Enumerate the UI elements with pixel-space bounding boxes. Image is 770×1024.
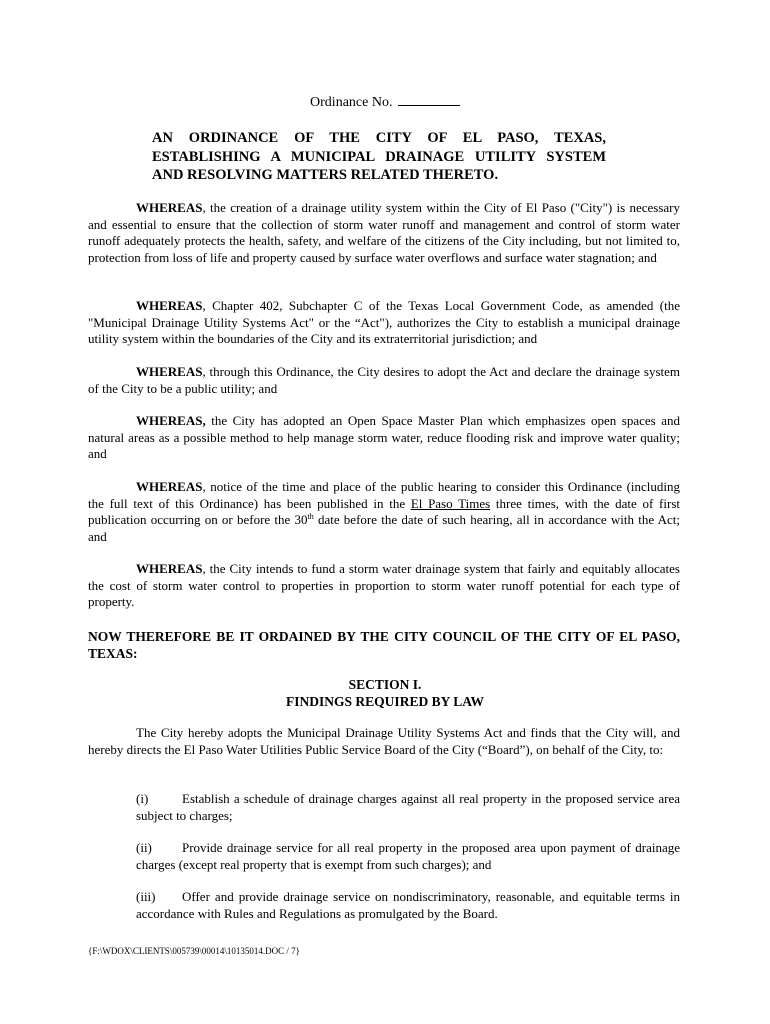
section-intro-text: The City hereby adopts the Municipal Drainage Utility Systems Act and finds that the City will, and hereby directs the El Paso Water Utilities Public Service Board of the City (“Board”), on behalf of the City, to: (88, 725, 680, 757)
title-line-3: AND RESOLVING MATTERS RELATED THERETO. (152, 167, 499, 183)
list-item-number: (iii) (136, 889, 156, 904)
whereas-label: WHEREAS (136, 561, 203, 576)
whereas-label: WHEREAS, (136, 413, 206, 428)
whereas-paragraph-6 (88, 561, 680, 611)
whereas-label: WHEREAS (136, 298, 203, 313)
section-intro-paragraph (88, 725, 680, 758)
whereas-paragraph-3 (88, 364, 680, 397)
ordinance-label: Ordinance No. (310, 95, 393, 110)
whereas-text-4: the City has adopted an Open Space Master Plan which emphasizes open spaces and natural areas as a possible method to help manage storm water, reduce flooding risk and improve water quality; and (88, 413, 680, 461)
section-heading (0, 676, 770, 710)
list-item (136, 840, 680, 873)
whereas-text-2: , Chapter 402, Subchapter C of the Texas Local Government Code, as amended (the "Municipal Drainage Utility Systems Act" or the “Act"), authorizes the City to establish a municipal drainage utility system within the boundaries of the City and its extraterritorial jurisdiction; and (88, 298, 680, 346)
whereas-text-5c: date before the date of such hearing, all in accordance with the Act; and (88, 512, 680, 544)
list-item-text: Provide drainage service for all real property in the proposed area upon payment of drainage charges (except real property that is exempt from such charges); and (136, 840, 680, 872)
whereas-label: WHEREAS (136, 200, 203, 215)
now-therefore-clause: NOW THEREFORE BE IT ORDAINED BY THE CITY COUNCIL OF THE CITY OF EL PASO, TEXAS: (88, 629, 680, 661)
whereas-paragraph-1 (88, 200, 680, 266)
section-title: FINDINGS REQUIRED BY LAW (286, 694, 484, 709)
document-footer-path: {F:\WDOX\CLIENTS\005739\00014\10135014.DOC / 7} (88, 946, 300, 956)
whereas-text-6: , the City intends to fund a storm water drainage system that fairly and equitably allocates the cost of storm water control to properties in proportion to storm water runoff potential for each type of property. (88, 561, 680, 609)
ordinal-suffix: th (307, 512, 314, 521)
whereas-text-5a: , notice of the time and place of the public hearing to consider this Ordinance (including the full text of this Ordinance) has been published in the (88, 479, 680, 511)
list-item-number: (i) (136, 791, 149, 806)
list-item (136, 791, 680, 824)
whereas-label: WHEREAS (136, 364, 203, 379)
section-number: SECTION I. (348, 677, 422, 692)
whereas-paragraph-2 (88, 298, 680, 348)
list-item (136, 889, 680, 922)
list-item-text: Offer and provide drainage service on nondiscriminatory, reasonable, and equitable terms in accordance with Rules and Regulations as promulgated by the Board. (136, 889, 680, 921)
whereas-text-1: , the creation of a drainage utility system within the City of El Paso ("City") is necessary and essential to ensure that the collection of storm water runoff and management and control of storm water runoff adequately protects the health, safety, and welfare of the citizens of the City including, but not limited to, protection from loss of life and property caused by surface water overflows and surface water stagnation; and (88, 200, 680, 265)
ordinance-number-blank (398, 93, 460, 106)
list-item-text: Establish a schedule of drainage charges against all real property in the proposed service area subject to charges; (136, 791, 680, 823)
ordinance-number-line (0, 93, 770, 112)
title-line-1: AN ORDINANCE OF THE CITY OF EL PASO, TEXAS, (152, 130, 606, 146)
whereas-text-5b: three times, with the date of first publication occurring on or before the 30 (88, 495, 680, 527)
title-line-2: ESTABLISHING A MUNICIPAL DRAINAGE UTILITY SYSTEM (152, 148, 606, 165)
list-item-number: (ii) (136, 840, 152, 855)
ordinance-title (152, 129, 606, 185)
whereas-paragraph-5 (88, 479, 680, 545)
whereas-text-3: , through this Ordinance, the City desires to adopt the Act and declare the drainage system of the City to be a public utility; and (88, 364, 680, 396)
whereas-label: WHEREAS (136, 479, 203, 494)
whereas-paragraph-4 (88, 413, 680, 463)
newspaper-name: El Paso Times (410, 495, 491, 511)
